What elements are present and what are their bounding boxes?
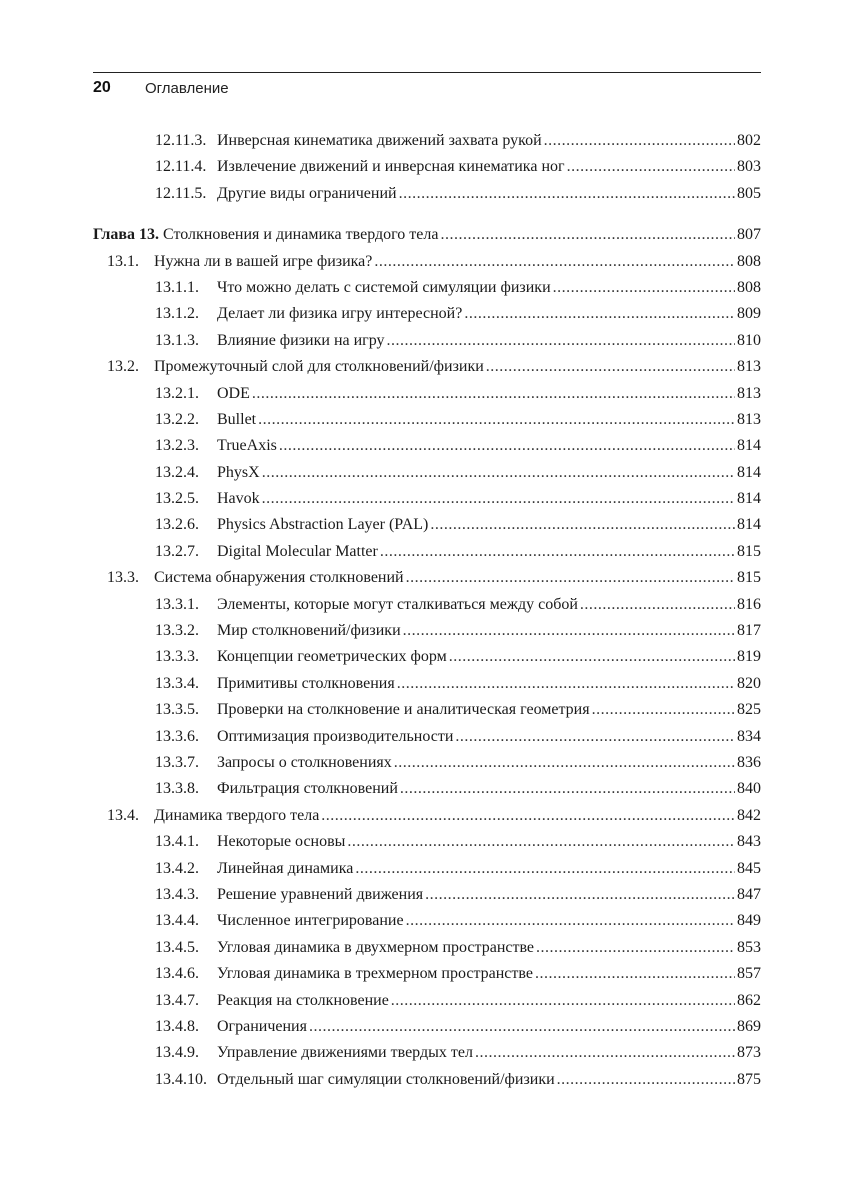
toc-subsection-entry[interactable] (93, 644, 761, 670)
toc-entry-number: 13.4.8. (155, 1017, 199, 1035)
toc-entry-page: 816 (737, 595, 761, 613)
dot-leader (399, 181, 735, 207)
dot-leader (309, 1014, 735, 1040)
toc-entry-title: Линейная динамика (217, 859, 354, 877)
toc-subsection-entry[interactable] (93, 592, 761, 618)
dot-leader (567, 154, 735, 180)
toc-entry-number: 13.1.1. (155, 278, 199, 296)
toc-entry-page: 808 (737, 252, 761, 270)
toc-entry-title: Динамика твердого тела (154, 806, 320, 824)
dot-leader (592, 697, 735, 723)
toc-subsection-entry[interactable] (93, 776, 761, 802)
toc-entry-title: Делает ли физика игру интересной? (217, 305, 463, 323)
dot-leader (374, 249, 735, 275)
toc-entry-title: Нужна ли в вашей игре физика? (154, 252, 373, 270)
toc-entry-title: Столкновения и динамика твердого тела (163, 226, 439, 244)
dot-leader (406, 565, 735, 591)
toc-entry-title: Проверки на столкновение и аналитическая геометрия (217, 701, 590, 719)
toc-entry-number: 13.3.4. (155, 674, 199, 692)
dot-leader (355, 856, 735, 882)
toc-entry-number: 13.3.8. (155, 780, 199, 798)
dot-leader (391, 988, 735, 1014)
dot-leader (252, 381, 735, 407)
toc-subsection-entry[interactable] (93, 486, 761, 512)
toc-entry-title: Physics Abstraction Layer (PAL) (217, 516, 429, 534)
dot-leader (380, 539, 735, 565)
toc-subsection-entry[interactable] (93, 908, 761, 934)
dot-leader (425, 882, 735, 908)
toc-subsection-entry[interactable] (93, 181, 761, 207)
toc-entry-title: Управление движениями твердых тел (217, 1044, 473, 1062)
toc-entry-number: Глава 13. (93, 226, 159, 244)
toc-entry-title: Некоторые основы (217, 833, 346, 851)
toc-subsection-entry[interactable] (93, 381, 761, 407)
dot-leader (544, 128, 735, 154)
dot-leader (475, 1040, 735, 1066)
toc-entry-number: 12.11.5. (155, 184, 207, 202)
toc-entry-number: 13.4.1. (155, 833, 199, 851)
dot-leader (535, 961, 735, 987)
dot-leader (321, 803, 735, 829)
toc-entry-number: 13.3.7. (155, 753, 199, 771)
toc-subsection-entry[interactable] (93, 829, 761, 855)
toc-entry-page: 814 (737, 516, 761, 534)
toc-entry-title: Численное интегрирование (217, 912, 404, 930)
toc-entry-page: 808 (737, 278, 761, 296)
toc-subsection-entry[interactable] (93, 154, 761, 180)
toc-entry-number: 13.4.5. (155, 938, 199, 956)
toc-entry-page: 869 (737, 1017, 761, 1035)
toc-entry-page: 814 (737, 437, 761, 455)
toc-subsection-entry[interactable] (93, 1067, 761, 1093)
toc-entry-page: 862 (737, 991, 761, 1009)
toc-entry-title: Решение уравнений движения (217, 885, 424, 903)
toc-section-entry[interactable] (93, 565, 761, 591)
toc-entry-number: 13.4.7. (155, 991, 199, 1009)
toc-entry-title: Угловая динамика в двухмерном пространстве (217, 938, 535, 956)
toc-subsection-entry[interactable] (93, 433, 761, 459)
toc-entry-title: Концепции геометрических форм (217, 648, 447, 666)
toc-entry-title: Havok (217, 490, 260, 508)
toc-entry-number: 13.2.1. (155, 384, 199, 402)
dot-leader (258, 407, 735, 433)
dot-leader (430, 512, 735, 538)
toc-subsection-entry[interactable] (93, 1014, 761, 1040)
toc-entry-title: Реакция на столкновение (217, 991, 389, 1009)
dot-leader (400, 776, 735, 802)
toc-entry-title: Оптимизация производительности (217, 727, 454, 745)
dot-leader (464, 301, 735, 327)
toc-subsection-entry[interactable] (93, 512, 761, 538)
toc-entry-title: Элементы, которые могут сталкиваться между собой (217, 595, 578, 613)
toc-entry-number: 13.4.6. (155, 965, 199, 983)
toc-entry-title: ODE (217, 384, 250, 402)
toc-entry-page: 849 (737, 912, 761, 930)
toc-entry-page: 809 (737, 305, 761, 323)
toc-entry-page: 845 (737, 859, 761, 877)
toc-entry-title: Система обнаружения столкновений (154, 569, 404, 587)
toc-entry-title: Фильтрация столкновений (217, 780, 398, 798)
dot-leader (536, 935, 735, 961)
toc-entry-page: 814 (737, 490, 761, 508)
dot-leader (262, 486, 735, 512)
toc-entry-page: 813 (737, 384, 761, 402)
toc-entry-page: 813 (737, 410, 761, 428)
dot-leader (403, 618, 735, 644)
toc-subsection-entry[interactable] (93, 988, 761, 1014)
dot-leader (347, 829, 735, 855)
toc-entry-number: 13.4.4. (155, 912, 199, 930)
toc-entry-page: 820 (737, 674, 761, 692)
table-of-contents (93, 128, 761, 1093)
toc-entry-page: 875 (737, 1070, 761, 1088)
toc-entry-number: 13.4.9. (155, 1044, 199, 1062)
toc-entry-number: 13.1. (107, 252, 139, 270)
toc-entry-number: 13.3.2. (155, 622, 199, 640)
toc-subsection-entry[interactable] (93, 856, 761, 882)
toc-subsection-entry[interactable] (93, 750, 761, 776)
toc-entry-title: Digital Molecular Matter (217, 542, 378, 560)
toc-entry-page: 815 (737, 569, 761, 587)
page-header (93, 72, 761, 97)
toc-entry-page: 857 (737, 965, 761, 983)
dot-leader (387, 328, 735, 354)
dot-leader (397, 671, 735, 697)
toc-entry-page: 847 (737, 885, 761, 903)
toc-entry-title: Угловая динамика в трехмерном пространстве (217, 965, 533, 983)
toc-entry-page: 810 (737, 331, 761, 349)
toc-entry-page: 817 (737, 622, 761, 640)
toc-subsection-entry[interactable] (93, 724, 761, 750)
toc-entry-number: 12.11.3. (155, 132, 207, 149)
toc-section-entry[interactable] (93, 354, 761, 380)
toc-subsection-entry[interactable] (93, 460, 761, 486)
toc-entry-page: 814 (737, 463, 761, 481)
toc-subsection-entry[interactable] (93, 671, 761, 697)
toc-section-entry[interactable] (93, 803, 761, 829)
toc-entry-title: Ограничения (217, 1017, 307, 1035)
toc-entry-number: 13.1.2. (155, 305, 199, 323)
toc-entry-number: 13.4.3. (155, 885, 199, 903)
toc-entry-number: 13.4. (107, 806, 139, 824)
toc-entry-title: Примитивы столкновения (217, 674, 395, 692)
toc-subsection-entry[interactable] (93, 128, 761, 154)
toc-entry-title: Извлечение движений и инверсная кинематика ног (217, 158, 565, 176)
toc-entry-page: 843 (737, 833, 761, 851)
dot-leader (455, 724, 735, 750)
toc-entry-number: 13.2.5. (155, 490, 199, 508)
toc-entry-page: 825 (737, 701, 761, 719)
toc-entry-number: 13.2.6. (155, 516, 199, 534)
toc-entry-number: 13.2.3. (155, 437, 199, 455)
toc-entry-title: Промежуточный слой для столкновений/физики (154, 358, 484, 376)
toc-subsection-entry[interactable] (93, 882, 761, 908)
toc-entry-title: Другие виды ограничений (217, 184, 397, 202)
toc-entry-title: Влияние физики на игру (217, 331, 385, 349)
toc-chapter-entry[interactable] (93, 222, 761, 248)
toc-entry-title: Запросы о столкновениях (217, 753, 392, 771)
toc-subsection-entry[interactable] (93, 935, 761, 961)
dot-leader (449, 644, 735, 670)
toc-entry-title: PhysX (217, 463, 260, 481)
toc-subsection-entry[interactable] (93, 275, 761, 301)
toc-subsection-entry[interactable] (93, 1040, 761, 1066)
dot-leader (486, 354, 735, 380)
dot-leader (580, 592, 735, 618)
dot-leader (440, 222, 735, 248)
page-number: 20 (93, 79, 111, 96)
toc-entry-number: 13.3.1. (155, 595, 199, 613)
toc-subsection-entry[interactable] (93, 407, 761, 433)
toc-entry-page: 807 (737, 226, 761, 244)
toc-entry-page: 836 (737, 753, 761, 771)
dot-leader (406, 908, 735, 934)
toc-entry-number: 13.4.2. (155, 859, 199, 877)
toc-entry-page: 842 (737, 806, 761, 824)
toc-entry-number: 13.3.5. (155, 701, 199, 719)
toc-entry-title: Bullet (217, 410, 257, 428)
toc-entry-page: 853 (737, 938, 761, 956)
toc-entry-page: 819 (737, 648, 761, 666)
toc-entry-number: 13.2.7. (155, 542, 199, 560)
running-title: Оглавление (145, 80, 229, 97)
toc-entry-page: 840 (737, 780, 761, 798)
toc-subsection-entry[interactable] (93, 328, 761, 354)
toc-entry-number: 12.11.4. (155, 158, 207, 176)
toc-section-entry[interactable] (93, 249, 761, 275)
toc-entry-page: 805 (737, 184, 761, 202)
toc-entry-title: Мир столкновений/физики (217, 622, 401, 640)
dot-leader (262, 460, 735, 486)
toc-entry-title: Отдельный шаг симуляции столкновений/физики (217, 1070, 555, 1088)
toc-entry-number: 13.2. (107, 358, 139, 376)
toc-entry-number: 13.4.10. (155, 1070, 207, 1088)
toc-entry-title: Что можно делать с системой симуляции физики (217, 278, 551, 296)
toc-entry-number: 13.3. (107, 569, 139, 587)
toc-entry-page: 815 (737, 542, 761, 560)
toc-entry-title: Инверсная кинематика движений захвата рукой (217, 132, 542, 149)
toc-entry-number: 13.1.3. (155, 331, 199, 349)
toc-entry-page: 802 (737, 132, 761, 149)
toc-entry-page: 873 (737, 1044, 761, 1062)
dot-leader (553, 275, 735, 301)
toc-subsection-entry[interactable] (93, 961, 761, 987)
toc-subsection-entry[interactable] (93, 301, 761, 327)
toc-entry-number: 13.3.3. (155, 648, 199, 666)
toc-entry-number: 13.2.2. (155, 410, 199, 428)
toc-entry-title: TrueAxis (217, 437, 277, 455)
toc-subsection-entry[interactable] (93, 618, 761, 644)
toc-entry-page: 803 (737, 158, 761, 176)
dot-leader (279, 433, 735, 459)
toc-entry-number: 13.3.6. (155, 727, 199, 745)
dot-leader (394, 750, 735, 776)
toc-entry-number: 13.2.4. (155, 463, 199, 481)
dot-leader (557, 1067, 735, 1093)
toc-entry-page: 813 (737, 358, 761, 376)
toc-subsection-entry[interactable] (93, 539, 761, 565)
toc-subsection-entry[interactable] (93, 697, 761, 723)
toc-entry-page: 834 (737, 727, 761, 745)
